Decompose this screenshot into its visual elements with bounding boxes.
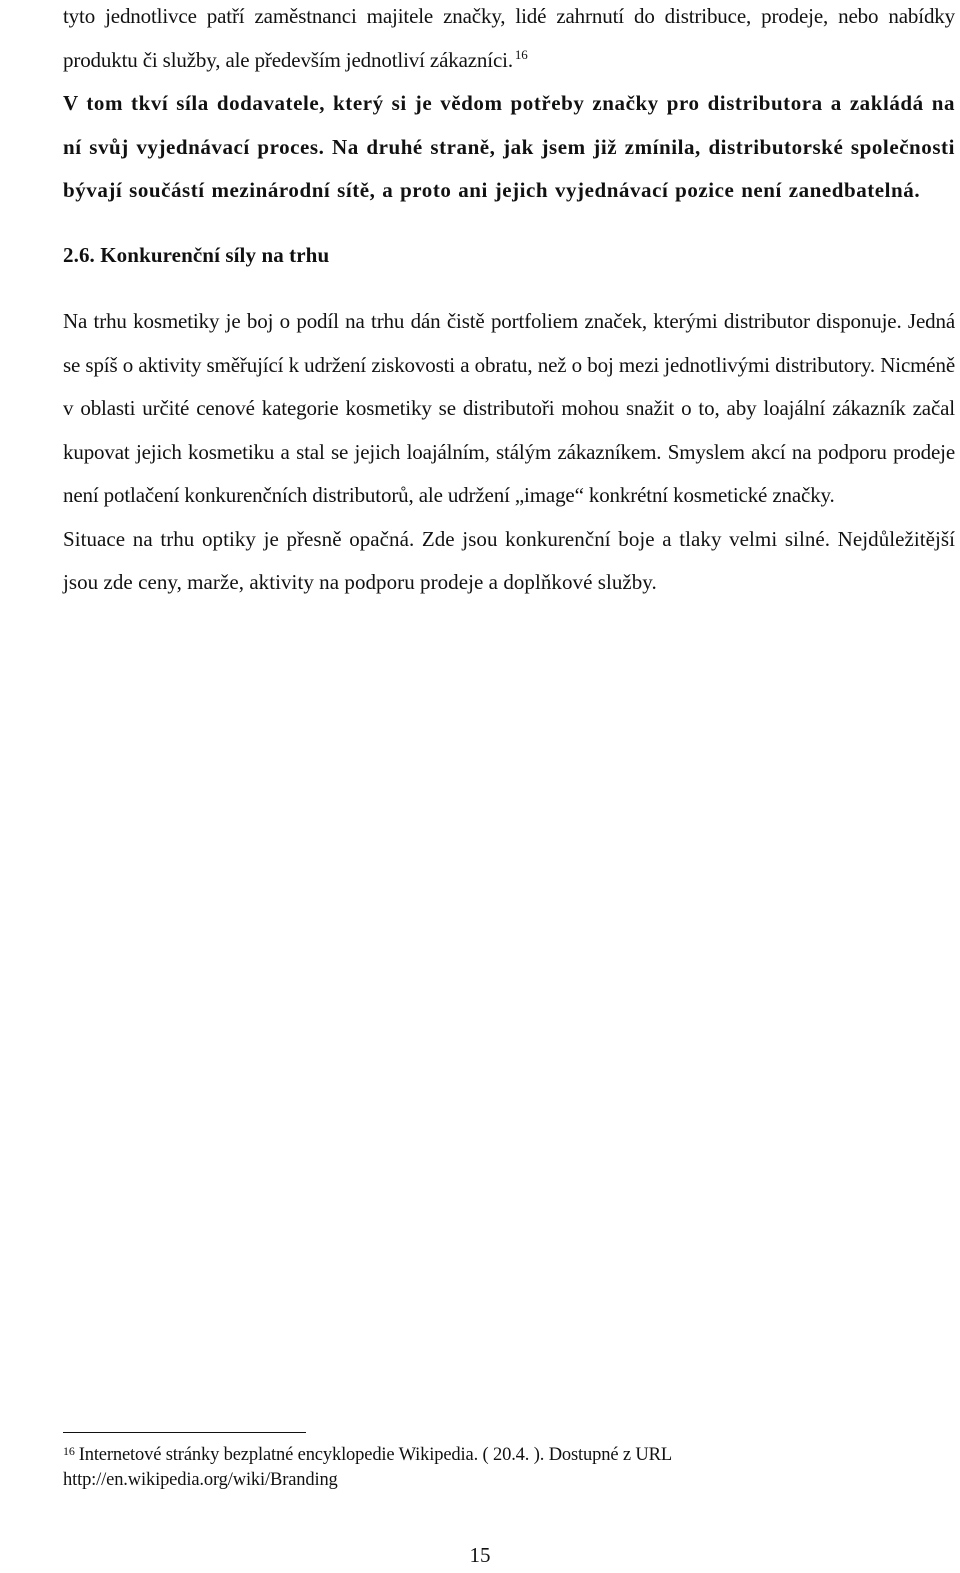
footnote-divider [63,1432,306,1433]
paragraph-text: tyto jednotlivce patří zaměstnanci majitele značky, lidé zahrnutí do distribuce, prodeje, nebo nabídky produktu či služby, ale především jednotliví zákazníci. [63,4,955,72]
footnote-line-1 [63,1443,943,1468]
page-body [63,0,955,605]
paragraph-intro-continuation [63,0,955,82]
section-heading: 2.6. Konkurenční síly na trhu [63,242,330,267]
paragraph-competition-optics: Situace na trhu optiky je přesně opačná. Zde jsou konkurenční boje a tlaky velmi silné. Nejdůležitější jsou zde ceny, marže, aktivity na podporu prodeje a doplňkové služby. [63,526,955,594]
footnote-citation: Internetové stránky bezplatné encyklopedie Wikipedia. ( 20.4. ). Dostupné z URL [78,1445,672,1465]
footnote-line-2: http://en.wikipedia.org/wiki/Branding [63,1470,338,1490]
paragraph-competition-cosmetics: Na trhu kosmetiky je boj o podíl na trhu dán čistě portfoliem značek, kterými distributor disponuje. Jedná se spíš o aktivity směřující k udržení ziskovosti a obratu, než o boj mezi jednotlivými distributory. Nicméně v oblasti určité cenové kategorie kosmetiky se distributoři mohou snažit o to, aby loajální zákazník začal kupovat jejich kosmetiku a stal se jejich loajálním, stálým zákazníkem. Smyslem akcí na podporu prodeje není potlačení konkurenčních distributorů, ale udržení „image“ konkrétní kosmetické značky. [63,309,955,507]
page-number: 15 [469,1543,491,1567]
paragraph-supplier-power: V tom tkví síla dodavatele, který si je vědom potřeby značky pro distributora a zakládá na ní svůj vyjednávací proces. Na druhé straně, jak jsem již zmínila, distributorské společnosti bývají součástí mezinárodní sítě, a proto ani jejich vyjednávací pozice není zanedbatelná. [63,91,955,202]
footnote [63,1443,943,1493]
footnote-reference: 16 [514,46,528,62]
footnote-number: 16 [63,1444,75,1458]
